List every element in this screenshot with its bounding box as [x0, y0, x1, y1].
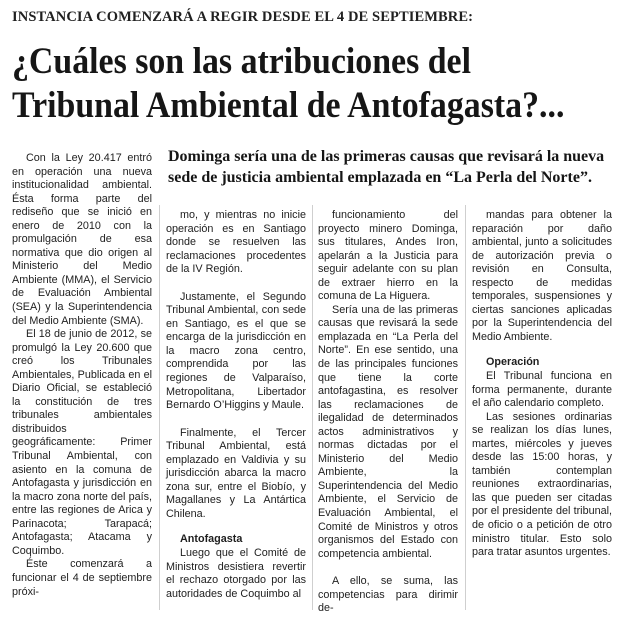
article-column-2	[166, 209, 306, 601]
column-divider	[465, 205, 466, 610]
paragraph: Las sesiones ordinarias se realizan los días lunes, martes, miércoles y jueves desde las 15:00 horas, y también contemplan reuniones extraordinarias, las que pueden ser citadas por el presidente del tribunal, de oficio o a petición de otro ministro titular. Esto solo para tratar asuntos urgentes.	[472, 410, 612, 559]
column-divider	[312, 205, 313, 610]
paragraph: mo, y mientras no inicie operación es en Santiago donde se resuelven las reclamaciones procedentes de la IV Región.	[166, 209, 306, 276]
subheadline: Dominga sería una de las primeras causas que revisará la nueva sede de justicia ambiental emplazada en “La Perla del Norte”.	[168, 148, 605, 186]
paragraph: Finalmente, el Tercer Tribunal Ambiental, está emplazado en Valdivia y su jurisdicción abarca la macro zona sur, entre el Biobío, y Magallanes y La Antártica Chilena.	[166, 426, 306, 520]
paragraph: Sería una de las primeras causas que revisará la sede emplazada en “La Perla del Norte”. En ese sentido, una de las principales funciones que tiene la corte antofagastina, es resolver las reclamaciones de ilegalidad de determinados actos administrativos y normas dictadas por el Ministerio del Medio Ambiente, la Superintendencia del Medio Ambiente, el Servicio de Evaluación Ambiental, el Comité de Ministros y otros organismos del Estado con competencia ambiental.	[318, 303, 458, 560]
section-heading-antofagasta: Antofagasta	[180, 533, 243, 546]
article-column-4	[472, 209, 612, 560]
paragraph: Éste comenzará a funcionar el 4 de septiembre próxi-	[12, 558, 152, 598]
paragraph: Justamente, el Segundo Tribunal Ambiental, con sede en Santiago, es el que se encarga de la jurisdicción en la macro zona centro, comprendida por las regiones de Valparaíso, Metropolitana, Libertador Bernardo O’Higgins y Maule.	[166, 290, 306, 412]
paragraph: mandas para obtener la reparación por daño ambiental, junto a solicitudes de autorización previa o revisión en Consulta, respecto de medidas temporales, suspensiones y ciertas sanciones aplicadas por la Superintendencia del Medio Ambiente.	[472, 209, 612, 343]
headline	[12, 40, 565, 128]
article-column-3	[318, 209, 458, 616]
article-column-1	[12, 152, 152, 599]
paragraph: Con la Ley 20.417 entró en operación una nueva institucionalidad ambiental. Ésta forma parte del rediseño que se inició en enero de 2010 con la promulgación de esa normativa que dio origen al Ministerio del Medio Ambiente (MMA), el Servicio de Evaluación Ambiental (SEA) y la Superintendencia del Medio Ambiente (SMA).	[12, 152, 152, 327]
paragraph: A ello, se suma, las competencias para dirimir de-	[318, 575, 458, 615]
column-divider	[159, 205, 160, 610]
paragraph: El 18 de junio de 2012, se promulgó la Ley 20.600 que creó los Tribunales Ambientales, Publicada en el Diario Oficial, se estableció la constitución de tres tribunales ambientales distribuidos geográficamente: Primer Tribunal Ambiental, con asiento en la comuna de Antofagasta y jurisdicción en la macro zona norte del país, entre las regiones de Arica y Parinacota; Tarapacá; Antofagasta; Atacama y Coquimbo.	[12, 328, 152, 557]
kicker: INSTANCIA COMENZARÁ A REGIR DESDE EL 4 DE SEPTIEMBRE:	[12, 9, 474, 25]
paragraph: El Tribunal funciona en forma permanente, durante el año calendario completo.	[472, 370, 612, 410]
paragraph: funcionamiento del proyecto minero Dominga, sus titulares, Andes Iron, apelarán a la Justicia para seguir adelante con su plan de extraer hierro en la comuna de La Higuera.	[318, 209, 458, 303]
section-heading-operacion: Operación	[486, 356, 540, 369]
headline-line-2: Tribunal Ambiental de Antofagasta?...	[12, 85, 565, 126]
paragraph: Luego que el Comité de Ministros desistiera revertir el rechazo otorgado por las autoridades de Coquimbo al	[166, 547, 306, 600]
headline-line-1: ¿Cuáles son las atribuciones del	[12, 41, 471, 82]
